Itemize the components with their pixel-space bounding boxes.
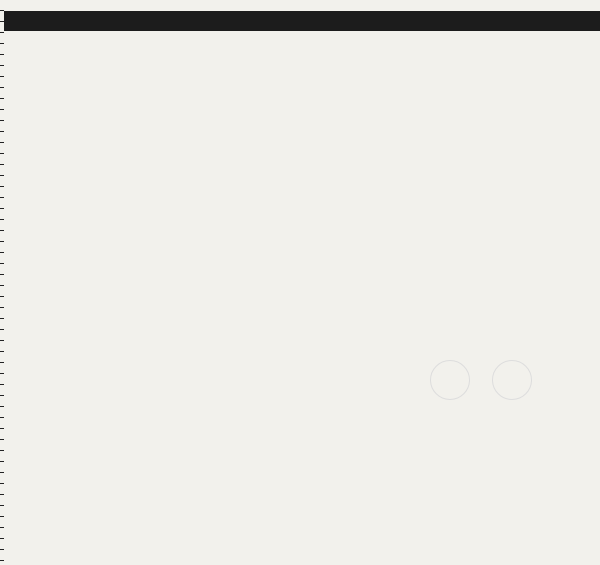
faded-print-circle <box>492 360 532 400</box>
page-title <box>4 11 600 31</box>
margin-rules <box>0 10 4 565</box>
language-header-row <box>0 34 600 58</box>
faded-print-circle <box>430 360 470 400</box>
